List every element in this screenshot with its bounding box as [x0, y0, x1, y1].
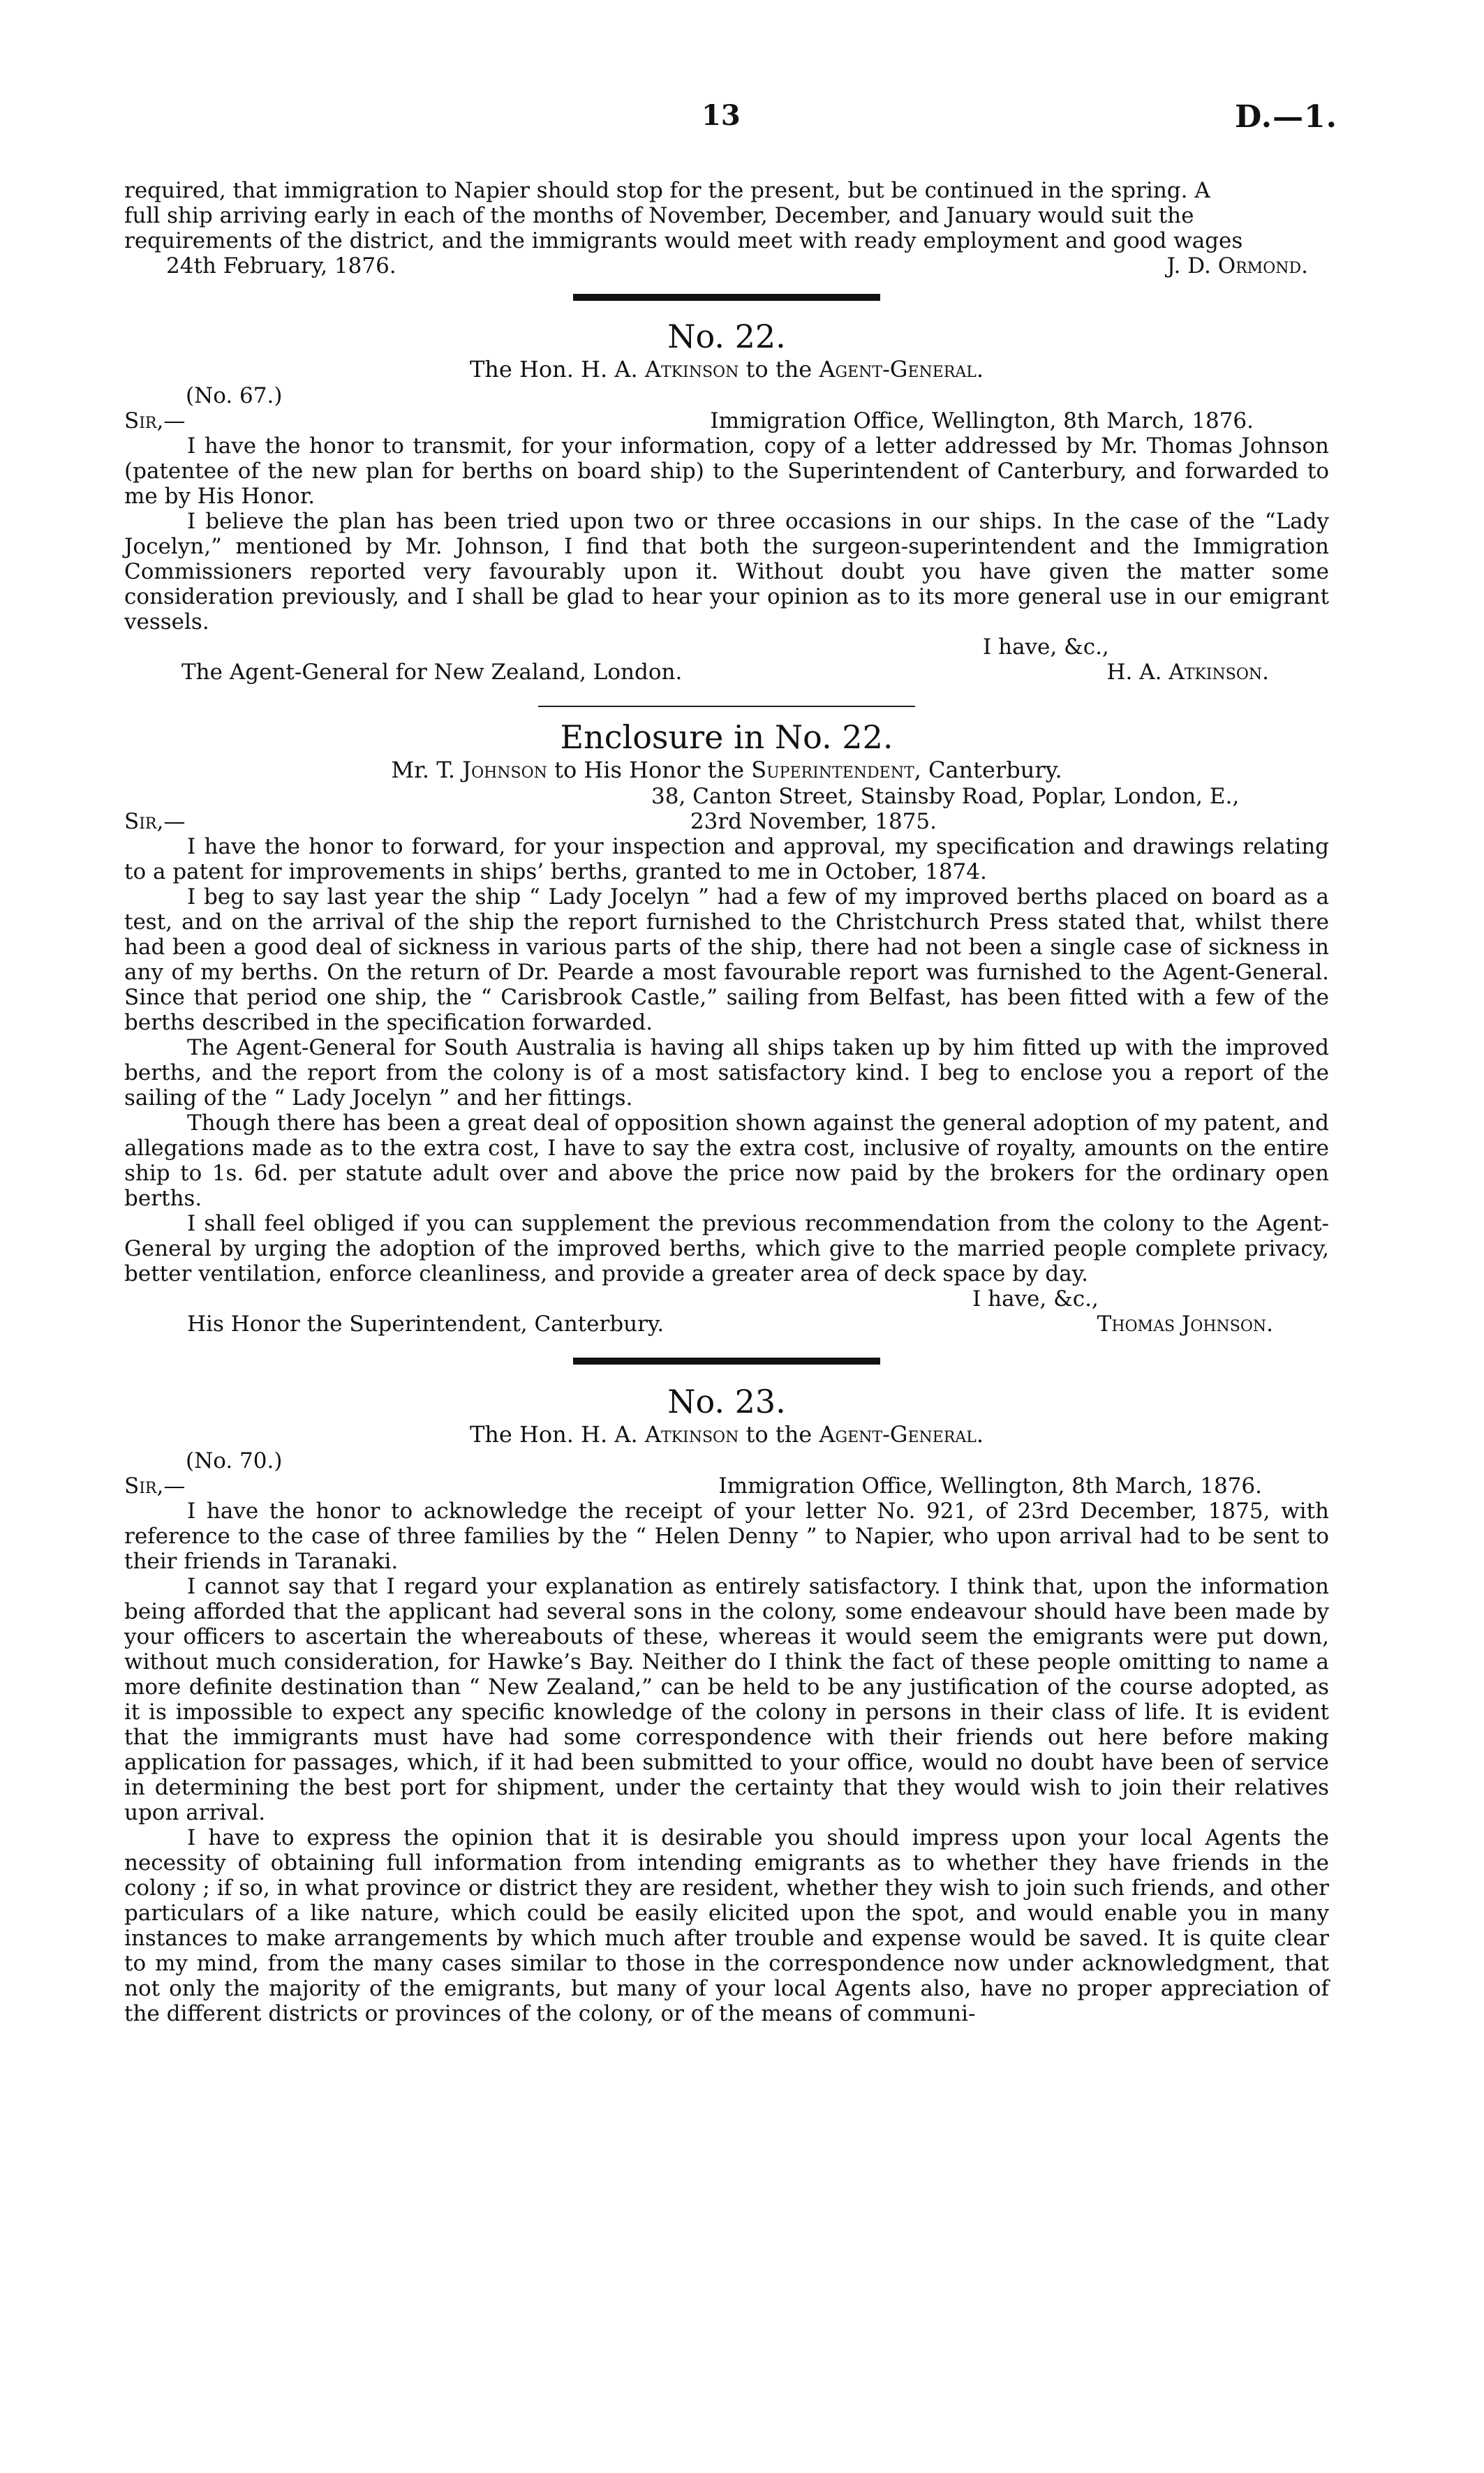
addressee: His Honor the Superintendent, Canterbury. — [187, 1312, 665, 1337]
intro-line: full ship arriving early in each of the months of November, December, and January would suit the — [124, 203, 1194, 228]
closing: I have, &c., — [972, 1286, 1099, 1312]
section-divider — [573, 1358, 880, 1365]
closing: I have, &c., — [983, 634, 1109, 660]
paragraph: I shall feel obliged if you can supplement the previous recommendation from the colony to the Agent-General by urging the adoption of the improved berths, which give to the married people complete privacy, better ventilation, enforce cleanliness, and provide a greater area of deck space by day. — [124, 1211, 1329, 1286]
letter-salutation-row — [124, 809, 1329, 834]
salutation: Sir,— — [124, 408, 186, 433]
intro-signoff — [124, 253, 1329, 279]
signoff-row — [124, 1312, 1329, 1337]
paragraph: The Agent-General for South Australia is having all ships taken up by him fitted up with the improved berths, and the report from the colony is of a most satisfactory kind. I beg to enclose you a report of the sailing of the “ Lady Jocelyn ” and her fittings. — [124, 1035, 1329, 1111]
letter-date: 23rd November, 1875. — [690, 809, 937, 834]
intro-line: required, that immigration to Napier should stop for the present, but be continued in the spring. A — [124, 178, 1210, 203]
letter-ref-number: (No. 67.) — [186, 383, 283, 408]
letter-salutation-row — [124, 1473, 1329, 1499]
sender-address: 38, Canton Street, Stainsby Road, Poplar, London, E., — [651, 784, 1240, 809]
addressee: The Agent-General for New Zealand, London. — [181, 660, 683, 685]
enclosure-subheading: Mr. T. Johnson to His Honor the Superintendent, Canterbury. — [391, 757, 1062, 783]
document-reference: D.—1. — [1235, 99, 1337, 135]
letter-subheading: The Hon. H. A. Atkinson to the Agent-General. — [469, 1421, 984, 1448]
paragraph: I have the honor to acknowledge the receipt of your letter No. 921, of 23rd December, 1875, with reference to the case of three families by the “ Helen Denny ” to Napier, who upon arrival had to be sent to their friends in Taranaki. — [124, 1499, 1329, 1574]
place-date: Immigration Office, Wellington, 8th March, 1876. — [710, 408, 1254, 433]
letter-heading: No. 22. — [667, 318, 786, 355]
letter-heading: No. 23. — [667, 1383, 786, 1420]
paragraph: Though there has been a great deal of opposition shown against the general adoption of my patent, and allegations made as to the extra cost, I have to say the extra cost, inclusive of royalty, amounts on the entire ship to 1s. 6d. per statute adult over and above the price now paid by the brokers for the ordinary open berths. — [124, 1111, 1329, 1211]
page-content — [124, 178, 1329, 2026]
signature: Thomas Johnson. — [1097, 1312, 1273, 1337]
enclosure-heading: Enclosure in No. 22. — [560, 718, 893, 756]
intro-signature: J. D. Ormond. — [1166, 253, 1308, 279]
paragraph: I cannot say that I regard your explanation as entirely satisfactory. I think that, upon the information being afforded that the applicant had several sons in the colony, some endeavour should have been made by your officers to ascertain the whereabouts of these, whereas it would seem the emigrants were put down, without much consideration, for Hawke’s Bay. Neither do I think the fact of these people omitting to name a more definite destination than “ New Zealand,” can be held to be any justification of the course adopted, as it is impossible to expect any specific knowledge of the colony in persons in their class of life. It is evident that the immigrants must have had some correspondence with their friends out here before making application for passages, which, if it had been submitted to your office, would no doubt have been of service in determining the best port for shipment, under the certainty that they would wish to join their relatives upon arrival. — [124, 1574, 1329, 1825]
letter-subheading: The Hon. H. A. Atkinson to the Agent-General. — [469, 356, 984, 383]
page-number: 13 — [702, 99, 741, 132]
section-divider — [573, 294, 880, 301]
paragraph: I have to express the opinion that it is desirable you should impress upon your local Agents the necessity of obtaining full information from intending emigrants as to whether they have friends in the colony ; if so, in what province or district they are resident, whether they wish to join such friends, and other particulars of a like nature, which could be easily elicited upon the spot, and would enable you in many instances to make arrangements by which much after trouble and expense would be saved. It is quite clear to my mind, from the many cases similar to those in the correspondence now under acknowledgment, that not only the majority of the emigrants, but many of your local Agents also, have no proper appreciation of the different districts or provinces of the colony, or of the means of communi- — [124, 1825, 1329, 2026]
intro-line: requirements of the district, and the immigrants would meet with ready employment and good wages — [124, 228, 1243, 253]
signature: H. A. Atkinson. — [1106, 660, 1269, 685]
paragraph: I have the honor to transmit, for your information, copy of a letter addressed by Mr. Thomas Johnson (patentee of the new plan for berths on board ship) to the Superintendent of Canterbury, and forwarded to me by His Honor. — [124, 433, 1329, 509]
paragraph: I have the honor to forward, for your inspection and approval, my specification and drawings relating to a patent for improvements in ships’ berths, granted to me in October, 1874. — [124, 834, 1329, 884]
letter-ref-number: (No. 70.) — [186, 1448, 283, 1473]
paragraph: I beg to say last year the ship “ Lady Jocelyn ” had a few of my improved berths placed on board as a test, and on the arrival of the ship the report furnished to the Christchurch Press stated that, whilst there had been a good deal of sickness in various parts of the ship, there had not been a single case of sickness in any of my berths. On the return of Dr. Pearde a most favourable report was furnished to the Agent-General. Since that period one ship, the “ Carisbrook Castle,” sailing from Belfast, has been fitted with a few of the berths described in the specification forwarded. — [124, 884, 1329, 1035]
intro-date: 24th February, 1876. — [166, 253, 396, 279]
signoff-row — [124, 660, 1329, 685]
place-date: Immigration Office, Wellington, 8th March, 1876. — [718, 1473, 1262, 1499]
salutation: Sir,— — [124, 1473, 186, 1499]
paragraph: I believe the plan has been tried upon two or three occasions in our ships. In the case of the “Lady Jocelyn,” mentioned by Mr. Johnson, I find that both the surgeon-superintendent and the Immigration Commissioners reported very favourably upon it. Without doubt you have given the matter some consideration previously, and I shall be glad to hear your opinion as to its more general use in our emigrant vessels. — [124, 509, 1329, 634]
letter-salutation-row — [124, 408, 1329, 433]
salutation: Sir,— — [124, 809, 186, 834]
